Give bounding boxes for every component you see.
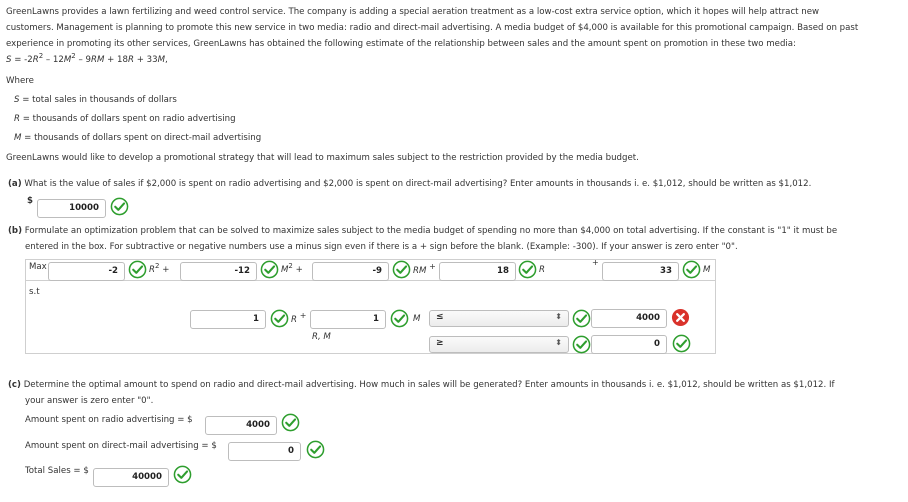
- radio-amount-label: Amount spent on radio advertising = $: [25, 415, 193, 425]
- check-circle-icon: [128, 260, 147, 279]
- mail-amount-label: Amount spent on direct-mail advertising = $: [25, 441, 217, 451]
- check-circle-icon: [281, 413, 300, 432]
- part-a-currency: $: [27, 196, 33, 206]
- objective-coef-r2-input[interactable]: -2: [48, 262, 125, 281]
- constraint-coef-m-input[interactable]: 1: [310, 310, 386, 329]
- objective-term-r: R: [539, 265, 545, 275]
- objective-term-rm: RM +: [413, 262, 436, 276]
- definition-s: S = total sales in thousands of dollars: [14, 95, 177, 105]
- intro-line-2: customers. Management is planning to promote this new service in two media: radio and direct-mail advertising. A media budget of $4,000 is available for this promotional campaign. Based on past: [6, 23, 859, 33]
- budget-relation-select[interactable]: [429, 310, 569, 327]
- sales-formula: $S = -2R^2 - 12M^2 - 9RM + 18R + 33M$,: [6, 52, 168, 65]
- x-circle-icon: [671, 308, 690, 327]
- total-sales-label: Total Sales = $: [25, 466, 89, 476]
- budget-relation-value: ≤: [436, 312, 444, 322]
- check-circle-icon: [306, 440, 325, 459]
- objective-plus-sign: +: [592, 258, 599, 267]
- check-circle-icon: [260, 260, 279, 279]
- nonnegativity-relation-select[interactable]: [429, 336, 569, 353]
- part-b-question-line-2: entered in the box. For subtractive or negative numbers use a minus sign even if there is a + sign before the blank. (Example: -300). If your answer is zero enter "0".: [25, 242, 738, 252]
- part-c-question-line-2: your answer is zero enter "0".: [25, 396, 154, 406]
- check-circle-icon: [518, 260, 537, 279]
- intro-line-1: GreenLawns provides a lawn fertilizing and weed control service. The company is adding a special aeration treatment as a low-cost extra service option, which it hopes will help attract new: [6, 7, 820, 17]
- definition-m: M = thousands of dollars spent on direct-mail advertising: [14, 133, 262, 143]
- budget-rhs-input[interactable]: 4000: [591, 309, 667, 328]
- objective-term-m2: $M^2$ +: [281, 262, 303, 275]
- check-circle-icon: [110, 197, 129, 216]
- nonnegativity-relation-value: ≥: [436, 338, 444, 348]
- part-a-question: (a) What is the value of sales if $2,000 is spent on radio advertising and $2,000 is spent on direct-mail advertising? Enter amounts in thousands i. e. $1,012, should be written as $1,012.: [8, 179, 812, 189]
- check-circle-icon: [390, 309, 409, 328]
- chevron-updown-icon: ⬍: [555, 312, 562, 321]
- total-sales-input[interactable]: 40000: [93, 468, 169, 487]
- definition-r: R = thousands of dollars spent on radio advertising: [14, 114, 236, 124]
- objective-term-m: M: [703, 265, 711, 275]
- subject-to-label: s.t: [29, 287, 40, 297]
- objective-coef-r-input[interactable]: 18: [439, 262, 516, 281]
- part-b-question-line-1: (b) Formulate an optimization problem that can be solved to maximize sales subject to the media budget of spending no more than $4,000 on total advertising. If the constant is "1" it must be: [8, 226, 838, 236]
- max-label: Max: [29, 262, 47, 272]
- check-circle-icon: [682, 260, 701, 279]
- part-c-question-line-1: (c) Determine the optimal amount to spend on radio and direct-mail advertising. How much in sales will be generated? Enter amounts in thousands i. e. $1,012, should be written as $1,012. If: [8, 380, 835, 390]
- radio-amount-input[interactable]: 4000: [205, 416, 277, 435]
- nonnegativity-vars: R, M: [312, 332, 331, 342]
- where-label: Where: [6, 76, 34, 86]
- part-a-sales-input[interactable]: 10000: [37, 199, 106, 218]
- intro-line-3: experience in promoting its other services, GreenLawns has obtained the following estimate of the relationship between sales and the amount spent on promotion in these two media:: [6, 39, 796, 49]
- check-circle-icon: [392, 260, 411, 279]
- check-circle-icon: [672, 334, 691, 353]
- check-circle-icon: [270, 309, 289, 328]
- constraint-term-m: M: [413, 314, 421, 324]
- chevron-updown-icon: ⬍: [555, 338, 562, 347]
- objective-coef-rm-input[interactable]: -9: [312, 262, 389, 281]
- objective-coef-m2-input[interactable]: -12: [180, 262, 257, 281]
- objective-coef-m-input[interactable]: 33: [602, 262, 679, 281]
- check-circle-icon: [572, 309, 591, 328]
- constraint-coef-r-input[interactable]: 1: [190, 310, 266, 329]
- mail-amount-input[interactable]: 0: [228, 442, 301, 461]
- intro-paragraph: [6, 4, 906, 52]
- nonnegativity-rhs-input[interactable]: 0: [591, 335, 667, 354]
- closing-statement: GreenLawns would like to develop a promotional strategy that will lead to maximum sales subject to the restriction provided by the media budget.: [6, 153, 639, 163]
- check-circle-icon: [572, 335, 591, 354]
- constraint-term-r: R +: [291, 311, 307, 325]
- check-circle-icon: [173, 465, 192, 484]
- objective-term-r2: $R^2$ +: [149, 262, 170, 275]
